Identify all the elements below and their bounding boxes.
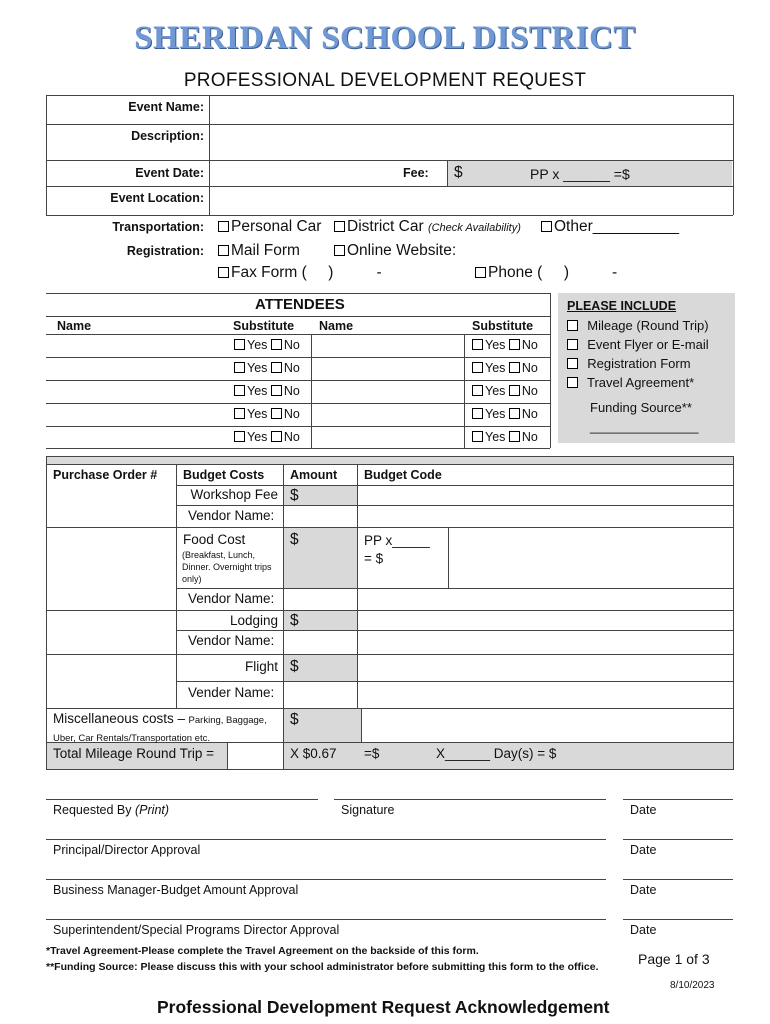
checkbox-icon[interactable] [334, 245, 345, 256]
checkbox-icon[interactable] [472, 431, 483, 442]
transportation-label: Transportation: [112, 220, 204, 234]
vendor-name-label: Vendor Name: [188, 633, 275, 648]
mileage-rate: X $0.67 [290, 746, 337, 761]
vender-name-label: Vender Name: [188, 685, 275, 700]
attendee-name-header: Name [57, 319, 92, 333]
fee-pp-calc[interactable]: PP x ______ =$ [530, 166, 630, 182]
mileage-label: Total Mileage Round Trip = [53, 746, 214, 761]
travel-agreement-note: *Travel Agreement-Please complete the Travel Agreement on the backside of this form. [46, 945, 479, 957]
description-field[interactable] [210, 125, 732, 160]
include-item: Mileage (Round Trip) [567, 318, 709, 333]
transport-personal-car[interactable]: Personal Car [218, 218, 321, 236]
reg-phone[interactable]: Phone ( ) - [475, 264, 617, 282]
checkbox-icon[interactable] [509, 385, 520, 396]
checkbox-icon[interactable] [509, 408, 520, 419]
workshop-fee-amount[interactable]: $ [290, 487, 299, 504]
misc-amount[interactable]: $ [290, 711, 299, 728]
mileage-days-total[interactable]: X______ Day(s) = $ [436, 746, 557, 761]
please-include-box [558, 293, 735, 443]
checkbox-icon[interactable] [234, 362, 245, 373]
food-cost-label: Food Cost [183, 532, 246, 547]
checkbox-icon[interactable] [271, 339, 282, 350]
attendee-row[interactable]: Yes No Yes No [46, 358, 550, 380]
checkbox-icon[interactable] [509, 362, 520, 373]
reg-fax-form[interactable]: Fax Form ( ) - [218, 264, 382, 282]
date-label: Date [630, 923, 657, 937]
event-name-label: Event Name: [128, 100, 204, 114]
attendee-substitute-header-2: Substitute [472, 319, 534, 333]
fee-currency: $ [454, 164, 463, 181]
reg-online-website[interactable]: Online Website: [334, 242, 456, 260]
food-total: = $ [364, 551, 384, 566]
checkbox-icon[interactable] [218, 221, 229, 232]
page-number: Page 1 of 3 [638, 951, 710, 967]
purchase-order-header: Purchase Order # [53, 468, 158, 482]
checkbox-icon[interactable] [509, 339, 520, 350]
district-title: SHERIDAN SCHOOL DISTRICT [134, 20, 636, 56]
checkbox-icon[interactable] [509, 431, 520, 442]
flight-amount[interactable]: $ [290, 658, 299, 675]
reg-mail-form[interactable]: Mail Form [218, 242, 300, 260]
transport-other[interactable]: Other__________ [541, 218, 679, 236]
attendee-row[interactable]: Yes No Yes No [46, 427, 550, 448]
attendees-title: ATTENDEES [255, 296, 345, 313]
checkbox-icon[interactable] [334, 221, 345, 232]
date-label: Date [630, 843, 657, 857]
revision-date: 8/10/2023 [670, 980, 715, 991]
transport-district-car[interactable]: District Car (Check Availability) [334, 218, 521, 236]
acknowledgement-title: Professional Development Request Acknowledgement [157, 997, 610, 1017]
checkbox-icon[interactable] [567, 358, 578, 369]
attendee-row[interactable]: Yes No Yes No [46, 335, 550, 357]
attendee-row[interactable]: Yes No Yes No [46, 381, 550, 403]
budget-costs-header: Budget Costs [183, 468, 265, 482]
requested-by-label: Requested By (Print) [53, 803, 170, 817]
checkbox-icon[interactable] [567, 339, 578, 350]
vendor-name-label: Vendor Name: [188, 508, 275, 523]
workshop-fee-label: Workshop Fee [190, 487, 278, 502]
lodging-label: Lodging [229, 613, 278, 628]
date-label: Date [630, 803, 657, 817]
attendee-row[interactable]: Yes No Yes No [46, 404, 550, 426]
checkbox-icon[interactable] [567, 377, 578, 388]
checkbox-icon[interactable] [475, 267, 486, 278]
please-include-title: PLEASE INCLUDE [567, 299, 677, 313]
checkbox-icon[interactable] [472, 362, 483, 373]
principal-approval-label: Principal/Director Approval [53, 843, 201, 857]
amount-header: Amount [290, 468, 338, 482]
food-cost-note: (Breakfast, Lunch, Dinner. Overnight trips only) [182, 550, 272, 584]
checkbox-icon[interactable] [472, 385, 483, 396]
event-location-label: Event Location: [110, 191, 204, 205]
checkbox-icon[interactable] [271, 431, 282, 442]
attendee-substitute-header: Substitute [233, 319, 295, 333]
misc-costs-label: Miscellaneous costs – Parking, Baggage, Uber, Car Rentals/Transportation etc. [53, 711, 267, 744]
include-item: Event Flyer or E-mail [567, 337, 709, 352]
registration-label: Registration: [126, 244, 204, 258]
checkbox-icon[interactable] [234, 339, 245, 350]
event-date-field[interactable] [210, 161, 390, 186]
checkbox-icon[interactable] [271, 408, 282, 419]
checkbox-icon[interactable] [472, 408, 483, 419]
date-label: Date [630, 883, 657, 897]
attendee-name-header-2: Name [319, 319, 354, 333]
budget-code-header: Budget Code [364, 468, 442, 482]
checkbox-icon[interactable] [234, 385, 245, 396]
checkbox-icon[interactable] [271, 385, 282, 396]
vendor-name-label: Vendor Name: [188, 591, 275, 606]
event-date-label: Event Date: [135, 166, 204, 180]
checkbox-icon[interactable] [567, 320, 578, 331]
include-item: Travel Agreement* [567, 375, 694, 390]
food-cost-amount[interactable]: $ [290, 531, 299, 548]
fee-label: Fee: [403, 166, 429, 180]
lodging-amount[interactable]: $ [290, 612, 299, 629]
description-label: Description: [131, 129, 204, 143]
checkbox-icon[interactable] [271, 362, 282, 373]
mileage-subtotal: =$ [364, 746, 380, 761]
food-pp[interactable]: PP x_____ [364, 533, 430, 548]
include-item: Registration Form [567, 356, 691, 371]
signature-label: Signature [341, 803, 395, 817]
form-title: PROFESSIONAL DEVELOPMENT REQUEST [183, 70, 587, 91]
checkbox-icon[interactable] [541, 221, 552, 232]
superintendent-approval-label: Superintendent/Special Programs Director Approval [53, 923, 340, 937]
business-manager-approval-label: Business Manager-Budget Amount Approval [53, 883, 299, 897]
funding-source-line[interactable]: _______________ [590, 419, 699, 434]
funding-source: Funding Source** [590, 400, 692, 415]
checkbox-icon[interactable] [234, 431, 245, 442]
flight-label: Flight [244, 659, 278, 674]
event-name-field[interactable] [210, 96, 732, 124]
checkbox-icon[interactable] [472, 339, 483, 350]
checkbox-icon[interactable] [218, 267, 229, 278]
event-location-field[interactable] [210, 187, 732, 215]
checkbox-icon[interactable] [218, 245, 229, 256]
funding-source-note: **Funding Source: Please discuss this with your school administrator before submitting this form to the office. [46, 961, 599, 973]
checkbox-icon[interactable] [234, 408, 245, 419]
